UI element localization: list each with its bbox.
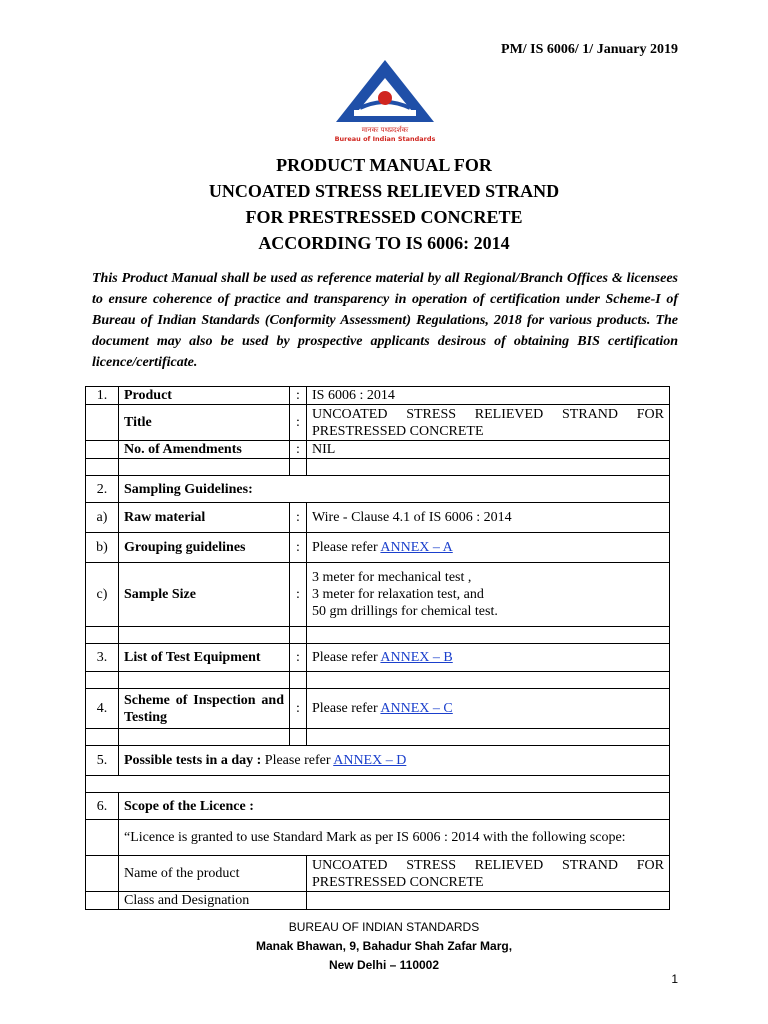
colon: : xyxy=(290,533,307,563)
inspection-value xyxy=(307,689,670,729)
table-row-product-name xyxy=(86,856,670,892)
table-row-sampling xyxy=(86,476,670,503)
product-value: IS 6006 : 2014 xyxy=(307,387,670,405)
scope-text: “Licence is granted to use Standard Mark as per IS 6006 : 2014 with the following scope: xyxy=(119,820,670,856)
colon: : xyxy=(290,387,307,405)
colon: : xyxy=(290,563,307,627)
row-number: 2. xyxy=(86,476,119,503)
raw-material-label: Raw material xyxy=(119,503,290,533)
class-value xyxy=(307,892,670,910)
table-row-inspection xyxy=(86,689,670,729)
table-row-product xyxy=(86,387,670,405)
footer-line-2: Manak Bhawan, 9, Bahadur Shah Zafar Marg, xyxy=(255,939,513,953)
row-number: b) xyxy=(86,533,119,563)
manual-table xyxy=(85,386,670,910)
title-line-2: UNCOATED STRESS RELIEVED STRAND xyxy=(208,181,560,201)
table-row-spacer xyxy=(86,459,670,476)
row-number: 3. xyxy=(86,644,119,672)
table-row-equipment xyxy=(86,644,670,672)
footer-line-1: BUREAU OF INDIAN STANDARDS xyxy=(288,920,480,934)
refer-text: Please refer xyxy=(312,650,381,665)
title-line-3: FOR PRESTRESSED CONCRETE xyxy=(245,207,523,227)
row-number: 4. xyxy=(86,689,119,729)
sample-size-value xyxy=(307,563,670,627)
page-footer xyxy=(0,918,768,975)
footer-line-3: New Delhi – 110002 xyxy=(328,958,440,972)
title-value: UNCOATED STRESS RELIEVED STRAND FOR PRESTRESSED CONCRETE xyxy=(307,405,670,441)
table-row-scope-text xyxy=(86,820,670,856)
table-row-spacer xyxy=(86,672,670,689)
tests-per-day-cell xyxy=(119,746,670,776)
logo-hindi-text: मानकः पथप्रदर्शकः xyxy=(361,126,409,134)
row-number: c) xyxy=(86,563,119,627)
class-label: Class and Designation xyxy=(119,892,307,910)
title-label: Title xyxy=(119,405,290,441)
colon: : xyxy=(290,405,307,441)
raw-material-value: Wire - Clause 4.1 of IS 6006 : 2014 xyxy=(307,503,670,533)
logo-english-text: Bureau of Indian Standards xyxy=(334,135,436,143)
equipment-label: List of Test Equipment xyxy=(119,644,290,672)
table-row-spacer xyxy=(86,729,670,746)
row-number: 6. xyxy=(86,793,119,820)
product-name-label: Name of the product xyxy=(119,856,307,892)
sample-size-line: 3 meter for mechanical test , xyxy=(312,570,472,585)
title-line-1: PRODUCT MANUAL FOR xyxy=(276,155,492,175)
row-number: a) xyxy=(86,503,119,533)
sample-size-line: 50 gm drillings for chemical test. xyxy=(312,604,498,619)
product-label: Product xyxy=(119,387,290,405)
colon: : xyxy=(290,441,307,459)
table-row-title xyxy=(86,405,670,441)
table-row-scope xyxy=(86,793,670,820)
table-row-raw-material xyxy=(86,503,670,533)
table-row-tests-per-day xyxy=(86,746,670,776)
equipment-value xyxy=(307,644,670,672)
annex-d-link[interactable]: ANNEX – D xyxy=(333,753,407,768)
table-row-class xyxy=(86,892,670,910)
grouping-value xyxy=(307,533,670,563)
table-row-grouping xyxy=(86,533,670,563)
table-row-sample-size xyxy=(86,563,670,627)
amendments-label: No. of Amendments xyxy=(119,441,290,459)
amendments-value: NIL xyxy=(307,441,670,459)
row-number: 5. xyxy=(86,746,119,776)
scope-heading: Scope of the Licence : xyxy=(119,793,670,820)
refer-text: Please refer xyxy=(312,540,381,555)
table-row-spacer xyxy=(86,627,670,644)
document-reference: PM/ IS 6006/ 1/ January 2019 xyxy=(501,42,678,57)
refer-text: Please refer xyxy=(261,753,334,768)
annex-b-link[interactable]: ANNEX – B xyxy=(380,650,453,665)
annex-c-link[interactable]: ANNEX – C xyxy=(380,701,453,716)
sampling-heading: Sampling Guidelines: xyxy=(119,476,670,503)
sample-size-line: 3 meter for relaxation test, and xyxy=(312,587,484,602)
bis-logo xyxy=(330,56,440,146)
tests-per-day-label: Possible tests in a day : xyxy=(124,753,262,768)
row-number: 1. xyxy=(86,387,119,405)
product-name-value: UNCOATED STRESS RELIEVED STRAND FOR PRESTRESSED CONCRETE xyxy=(307,856,670,892)
title-line-4: ACCORDING TO IS 6006: 2014 xyxy=(258,233,510,253)
sample-size-label: Sample Size xyxy=(119,563,290,627)
table-row-spacer xyxy=(86,776,670,793)
table-row-amendments xyxy=(86,441,670,459)
colon: : xyxy=(290,503,307,533)
annex-a-link[interactable]: ANNEX – A xyxy=(380,540,453,555)
document-title xyxy=(0,152,768,256)
inspection-label: Scheme of Inspection and Testing xyxy=(119,689,290,729)
colon: : xyxy=(290,689,307,729)
grouping-label: Grouping guidelines xyxy=(119,533,290,563)
intro-paragraph: This Product Manual shall be used as reference material by all Regional/Branch Offices & licensees to ensure coherence of practice and transparency in operation of certification under Scheme-I of Bureau of Indian Standards (Conformity Assessment) Regulations, 2018 for various products. The document may also be used by prospective applicants desirous of obtaining BIS certification licence/certificate. xyxy=(92,271,678,370)
refer-text: Please refer xyxy=(312,701,381,716)
page-number: 1 xyxy=(671,972,678,986)
colon: : xyxy=(290,644,307,672)
